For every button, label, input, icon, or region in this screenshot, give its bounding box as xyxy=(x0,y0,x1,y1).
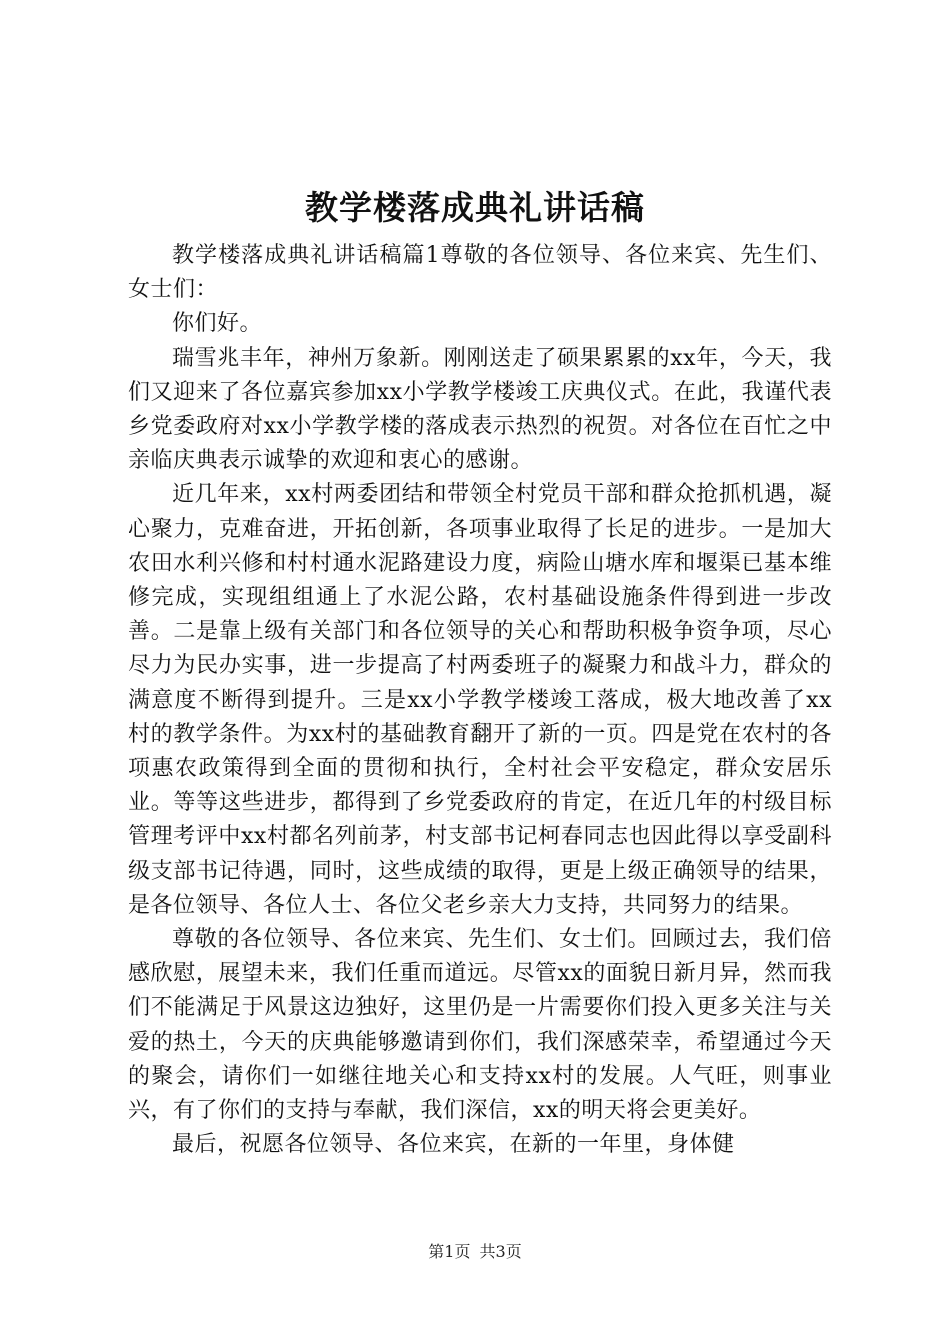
document-body xyxy=(128,239,832,1162)
paragraph: 最后，祝愿各位领导、各位来宾，在新的一年里，身体健 xyxy=(172,1132,735,1158)
paragraph: 瑞雪兆丰年，神州万象新。刚刚送走了硕果累累的xx年，今天，我们又迎来了各位嘉宾参加xx小学教学楼竣工庆典仪式。在此，我谨代表乡党委政府对xx小学教学楼的落成表示热烈的祝贺。对各位在百忙之中亲临庆典表示诚挚的欢迎和衷心的感谢。 xyxy=(128,345,832,474)
paragraph: 你们好。 xyxy=(172,311,263,337)
paragraph: 近几年来，xx村两委团结和带领全村党员干部和群众抢抓机遇，凝心聚力，克难奋进，开拓创新，各项事业取得了长足的进步。一是加大农田水利兴修和村村通水泥路建设力度，病险山塘水库和堰渠已基本维修完成，实现组组通上了水泥公路，农村基础设施条件得到进一步改善。二是靠上级有关部门和各位领导的关心和帮助积极争资争项，尽心尽力为民办实事，进一步提高了村两委班子的凝聚力和战斗力，群众的满意度不断得到提升。三是xx小学教学楼竣工落成，极大地改善了xx村的教学条件。为xx村的基础教育翻开了新的一页。四是党在农村的各项惠农政策得到全面的贯彻和执行，全村社会平安稳定，群众安居乐业。等等这些进步，都得到了乡党委政府的肯定，在近几年的村级目标管理考评中xx村都名列前茅，村支部书记柯春同志也因此得以享受副科级支部书记待遇，同时，这些成绩的取得，更是上级正确领导的结果，是各位领导、各位人士、各位父老乡亲大力支持，共同努力的结果。 xyxy=(128,482,832,918)
document-title: 教学楼落成典礼讲话稿 xyxy=(305,188,645,227)
paragraph: 尊敬的各位领导、各位来宾、先生们、女士们。回顾过去，我们倍感欣慰，展望未来，我们任重而道远。尽管xx的面貌日新月异，然而我们不能满足于风景这边独好，这里仍是一片需要你们投入更多关注与关爱的热土，今天的庆典能够邀请到你们，我们深感荣幸，希望通过今天的聚会，请你们一如继往地关心和支持xx村的发展。人气旺，则事业兴，有了你们的支持与奉献，我们深信，xx的明天将会更美好。 xyxy=(128,927,832,1124)
page-footer xyxy=(0,1240,950,1264)
paragraph: 教学楼落成典礼讲话稿篇1尊敬的各位领导、各位来宾、先生们、女士们： xyxy=(128,243,832,303)
page-number: 第1页 xyxy=(428,1242,471,1261)
page-total: 共3页 xyxy=(479,1242,522,1261)
